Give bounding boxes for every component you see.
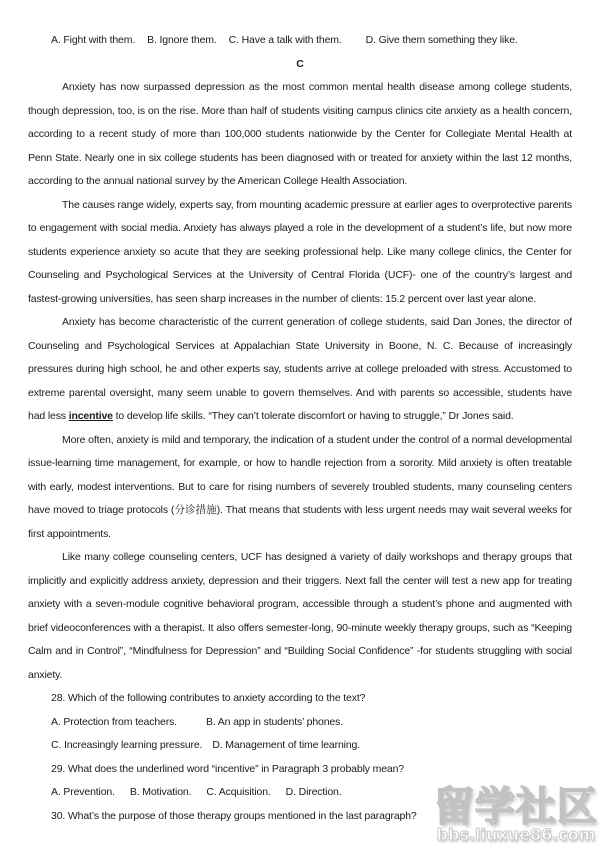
question-28-options-row-1 bbox=[28, 711, 572, 735]
question-30-text: 30. What’s the purpose of those therapy groups mentioned in the last paragraph? bbox=[51, 809, 417, 822]
section-heading: C bbox=[296, 57, 304, 70]
prev-option-d: D. Give them something they like. bbox=[365, 34, 518, 46]
passage-paragraph-2: The causes range widely, experts say, from mounting academic pressure at earlier ages to overprotective parents to engagement with social media. Anxiety has always played a role in the development of a student’s life, but now more students experience anxiety so acute that they are seeking professional help. Like many college clinics, the Center for Counseling and Psychological Services at the University of Central Florida (UCF)- one of the country’s largest and fastest-growing universities, has seen sharp increases in the number of clients: 15.2 percent over last year alone. bbox=[28, 198, 572, 305]
question-28-option-a: A. Protection from teachers. bbox=[51, 715, 177, 728]
watermark-logo-text: 留学社区 bbox=[434, 784, 598, 830]
paragraph-3-text-before: Anxiety has become characteristic of the current generation of college students, said Dan Jones, the director of Counseling and Psychological Services at Appalachian State University in Boone, N. C. Because of increasingly pressures during high school, he and other experts say, students arrive at college preloaded with stress. Accustomed to extreme parental oversight, many seem unable to govern themselves. And with parents so accessible, students have had less bbox=[28, 316, 572, 422]
question-28-text: 28. Which of the following contributes to anxiety according to the text? bbox=[51, 692, 366, 704]
question-29-options-row bbox=[28, 781, 572, 805]
passage-paragraph-5: Like many college counseling centers, UCF has designed a variety of daily workshops and therapy groups that implicitly and explicitly address anxiety, depression and their triggers. Next fall the center will test a new app for treating anxiety with a seven-module cognitive behavioral program, accessible through a student’s phone and augmented with brief videoconferences with a therapist. It also offers semester-long, 90-minute weekly therapy groups, such as “Keeping Calm and in Control”, “Mindfulness for Depression” and “Building Social Confidence” -for students struggling with social anxiety. bbox=[28, 551, 572, 681]
question-28-option-b: B. An app in students’ phones. bbox=[206, 715, 343, 728]
question-29-option-b: B. Motivation. bbox=[129, 786, 192, 798]
passage-paragraph-1: Anxiety has now surpassed depression as the most common mental health disease among college students, though depression, too, is on the rise. More than half of students visiting campus clinics cite anxiety as a health concern, according to a recent study of more than 100,000 students nationwide by the Center for Collegiate Mental Health at Penn State. Nearly one in six college students has been diagnosed with or treated for anxiety within the last 12 months, according to the annual national survey by the American College Health Association. bbox=[28, 81, 572, 187]
question-29-option-a: A. Prevention. bbox=[51, 786, 115, 798]
question-29-option-d: D. Direction. bbox=[285, 786, 342, 798]
question-29-text: 29. What does the underlined word “incentive” in Paragraph 3 probably mean? bbox=[51, 762, 404, 775]
question-29-option-c: C. Acquisition. bbox=[206, 786, 271, 798]
prev-option-a: A. Fight with them. bbox=[51, 34, 136, 46]
paragraph-3-text-after: to develop life skills. “They can’t tolerate discomfort or having to struggle,” Dr Jones said. bbox=[112, 410, 514, 422]
prev-option-b: B. Ignore them. bbox=[147, 34, 217, 46]
question-28-options-row-2 bbox=[28, 734, 572, 758]
prev-option-c: C. Have a talk with them. bbox=[228, 34, 342, 46]
watermark-url: bbs.liuxue86.com bbox=[436, 825, 596, 844]
passage-paragraph-3 bbox=[28, 311, 572, 429]
question-28-option-c: C. Increasingly learning pressure. bbox=[51, 739, 203, 751]
question-28-option-d: D. Management of time learning. bbox=[212, 739, 360, 751]
passage-paragraph-4: More often, anxiety is mild and temporary, the indication of a student under the control of a normal developmental issue-learning time management, for example, or how to handle rejection from a sorority. Mild anxiety is often treatable with early, modest interventions. But to care for rising numbers of severely troubled students, many counseling centers have moved to triage protocols (分诊措施). That means that students with less urgent needs may wait several weeks for first appointments. bbox=[28, 433, 572, 540]
underlined-word-incentive: incentive bbox=[68, 410, 113, 422]
prev-options-row bbox=[28, 29, 572, 53]
